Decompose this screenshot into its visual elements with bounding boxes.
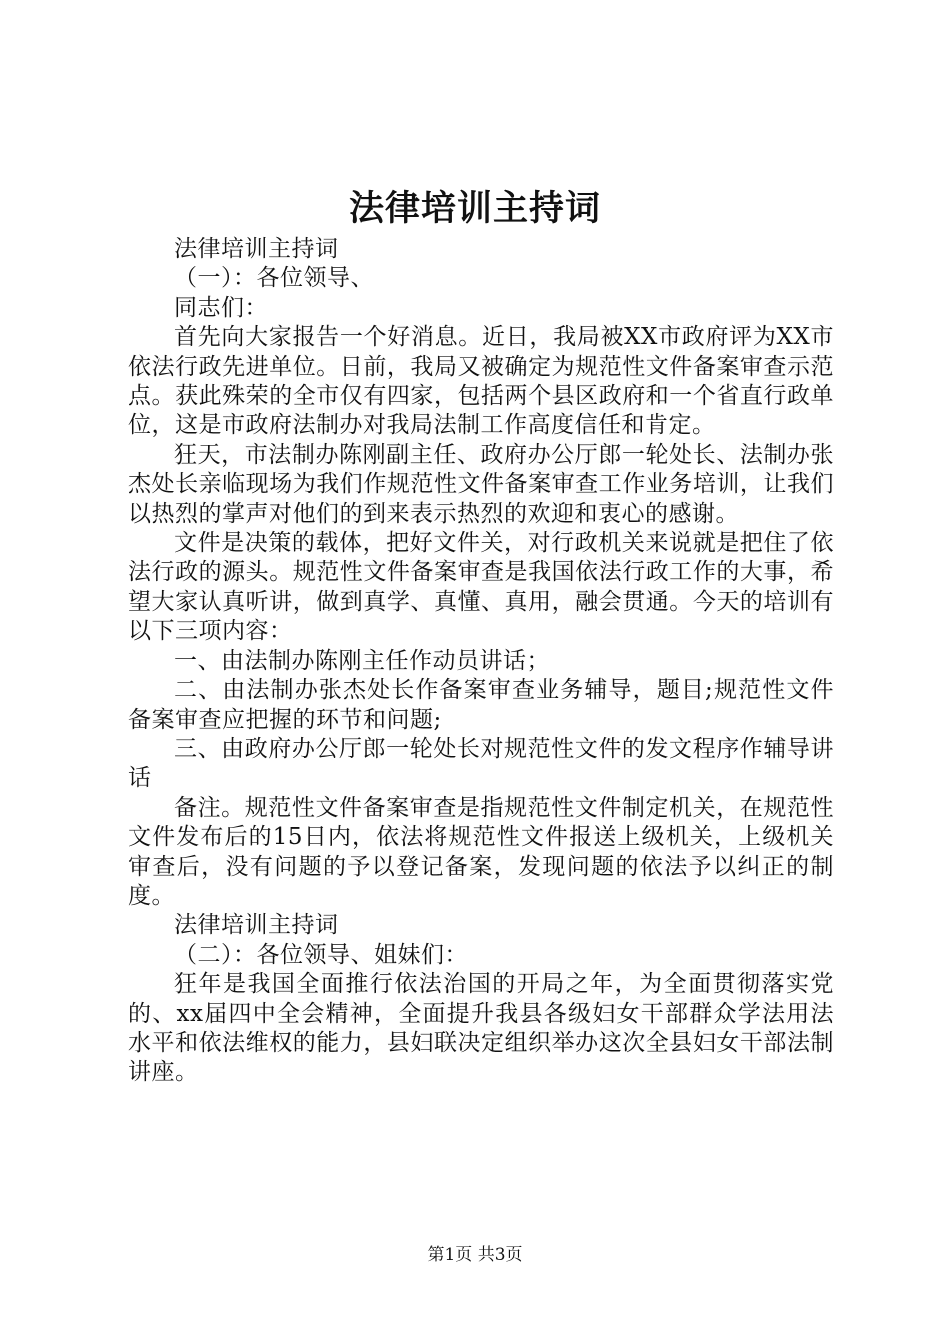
paragraph: （一）：各位领导、: [174, 265, 374, 292]
paragraph: 同志们：: [174, 294, 268, 321]
document-body: [128, 235, 834, 1088]
paragraph: 备注。规范性文件备案审查是指规范性文件制定机关，在规范性文件发布后的15日内，依法将规范性文件报送上级机关，上级机关审查后，没有问题的予以登记备案，发现问题的依法予以纠正的制度。: [128, 794, 834, 909]
paragraph: 二、由法制办张杰处长作备案审查业务辅导，题目;规范性文件备案审查应把握的环节和问题;: [128, 677, 834, 733]
paragraph: 法律培训主持词: [174, 912, 339, 939]
paragraph: 一、由法制办陈刚主任作动员讲话；: [174, 647, 550, 674]
paragraph: 狂天，市法制办陈刚副主任、政府办公厅郎一轮处长、法制办张杰处长亲临现场为我们作规范性文件备案审查工作业务培训，让我们以热烈的掌声对他们的到来表示热烈的欢迎和衷心的感谢。: [128, 441, 834, 527]
paragraph: （二）：各位领导、姐妹们：: [174, 941, 468, 968]
page-footer: 第1页 共3页: [427, 1245, 523, 1265]
paragraph: 狂年是我国全面推行依法治国的开局之年，为全面贯彻落实党的、xx届四中全会精神，全面提升我县各级妇女干部群众学法用法水平和依法维权的能力，县妇联决定组织举办这次全县妇女干部法制讲座。: [128, 971, 834, 1086]
paragraph: 首先向大家报告一个好消息。近日，我局被XX市政府评为XX市依法行政先进单位。日前，我局又被确定为规范性文件备案审查示范点。获此殊荣的全市仅有四家，包括两个县区政府和一个省直行政单位，这是市政府法制办对我局法制工作高度信任和肯定。: [128, 324, 834, 439]
paragraph: 法律培训主持词: [174, 236, 339, 262]
paragraph: 文件是决策的载体，把好文件关，对行政机关来说就是把住了依法行政的源头。规范性文件备案审查是我国依法行政工作的大事，希望大家认真听讲，做到真学、真懂、真用，融会贯通。今天的培训有以下三项内容：: [128, 530, 834, 645]
document-title: 法律培训主持词: [348, 188, 601, 229]
paragraph: 三、由政府办公厅郎一轮处长对规范性文件的发文程序作辅导讲话: [128, 735, 834, 792]
